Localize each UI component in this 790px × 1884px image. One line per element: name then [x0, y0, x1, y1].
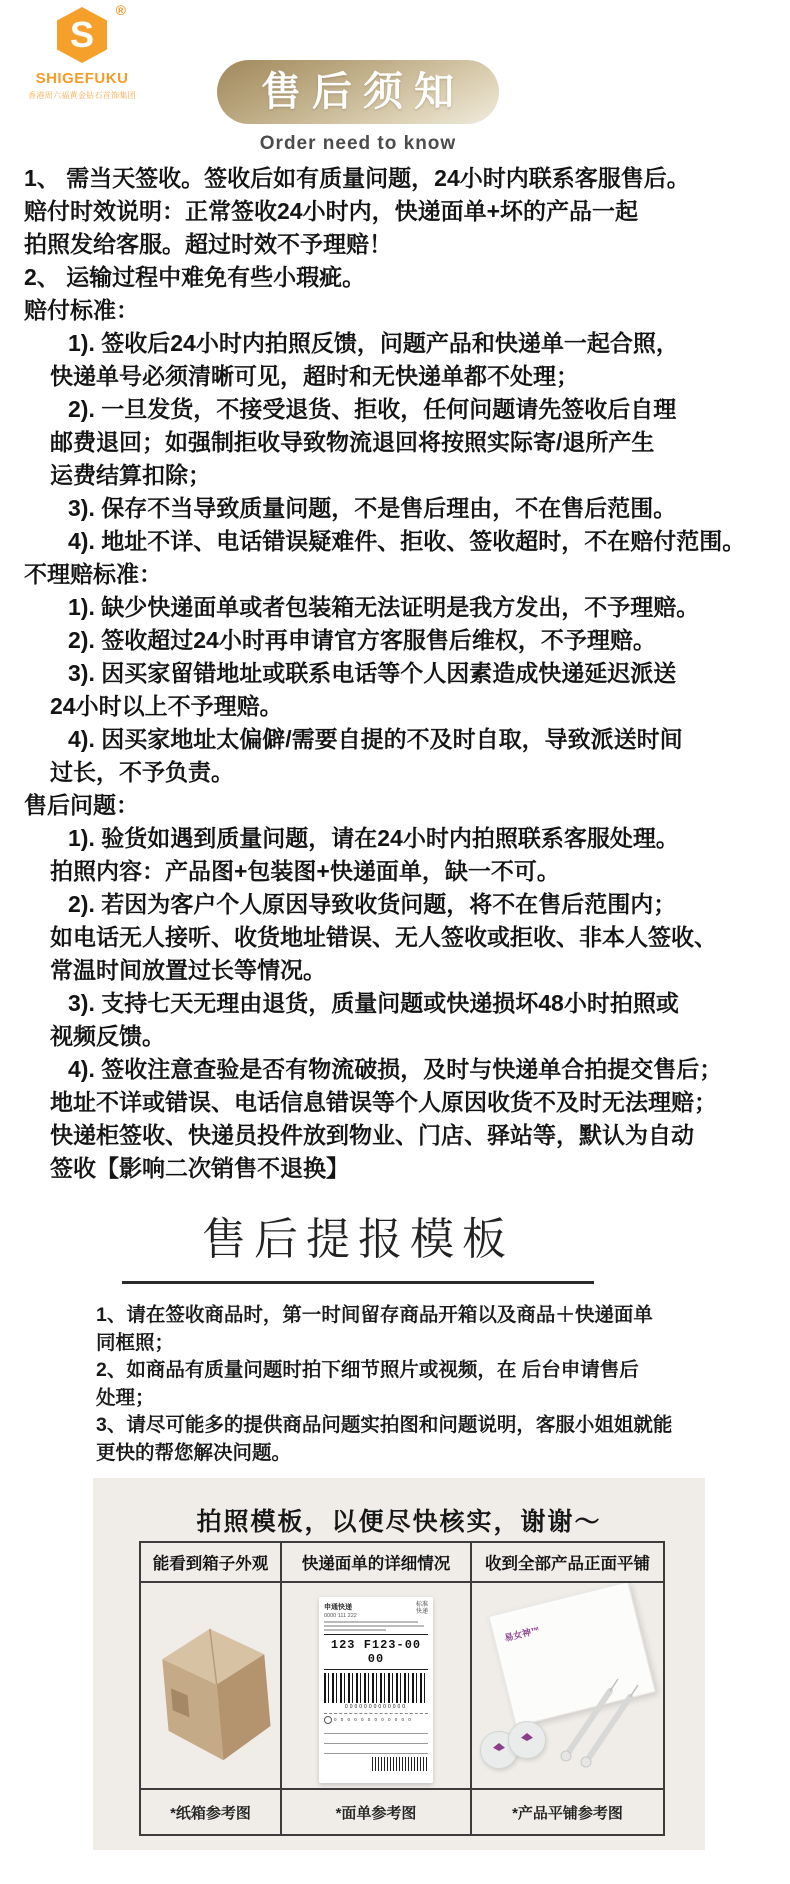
label-header	[324, 1602, 428, 1619]
template-line: 处理；	[96, 1386, 155, 1409]
notice-line: 2). 若因为客户个人原因导致收货问题，将不在售后范围内；	[68, 891, 677, 917]
shipping-label-cell	[281, 1582, 471, 1789]
brand-tagline: 香港周六福黄金钻石首饰集团	[28, 91, 136, 100]
product-flatlay-cell	[471, 1582, 664, 1789]
photo-template-panel	[93, 1478, 705, 1850]
notice-line: 售后问题：	[24, 792, 139, 818]
template-line: 同框照；	[96, 1331, 175, 1354]
product-flatlay-image	[472, 1583, 663, 1788]
notice-line: 快递单号必须清晰可见，超时和无快递单都不处理；	[50, 363, 579, 389]
template-line: 3、请尽可能多的提供商品问题实拍图和问题说明，客服小姐姐就能	[96, 1414, 673, 1436]
form-line	[324, 1744, 428, 1754]
notice-line: 签收【影响二次销售不退换】	[50, 1155, 349, 1181]
notice-line: 4). 签收注意查验是否有物流破损，及时与快递单合拍提交售后；	[68, 1056, 723, 1082]
notice-line: 地址不详或错误、电话信息错误等个人原因收货不及时无法理赔；	[50, 1089, 717, 1115]
notice-line: 3). 支持七天无理由退货，质量问题或快递损坏48小时拍照或	[68, 990, 679, 1016]
caption-flatlay: *产品平铺参考图	[471, 1789, 664, 1835]
notice-line: 邮费退回；如强制拒收导致物流退回将按照实际寄/退所产生	[50, 429, 655, 455]
notice-line: 如电话无人接听、收货地址错误、无人签收或拒收、非本人签收、	[50, 924, 717, 950]
photo-template-table	[139, 1541, 665, 1836]
form-line	[324, 1734, 428, 1744]
shipping-label-image	[319, 1597, 433, 1783]
hexagon-s-icon	[54, 6, 110, 64]
secondary-barcode-image	[372, 1757, 428, 1771]
page-title: 售后须知	[217, 60, 499, 124]
column-header-flatlay: 收到全部产品正面平铺	[471, 1542, 664, 1582]
product-pod	[508, 1721, 546, 1759]
notice-line: 赔付时效说明：正常签收24小时内，快递面单+坏的产品一起	[24, 198, 639, 224]
cardboard-box-cell	[140, 1582, 281, 1789]
form-line	[324, 1724, 428, 1734]
template-line: 更快的帮您解决问题。	[96, 1441, 292, 1464]
notice-line: 3). 因买家留错地址或联系电话等个人因素造成快递延迟派送	[68, 660, 677, 686]
template-section-title: 售后提报模板	[202, 1215, 514, 1264]
notice-line: 快递柜签收、快递员投件放到物业、门店、驿站等，默认为自动	[50, 1122, 694, 1148]
notice-line: 视频反馈。	[50, 1023, 165, 1049]
page-subtitle: Order need to know	[259, 133, 457, 154]
notice-line: 1、 需当天签收。签收后如有质量问题，24小时内联系客服售后。	[24, 165, 690, 191]
notice-line: 过长，不予负责。	[50, 759, 234, 785]
notice-line: 2). 一旦发货，不接受退货、拒收，任何问题请先签收后自理	[68, 396, 677, 422]
notice-line: 2、 运输过程中难免有些小瑕疵。	[24, 264, 366, 290]
column-header-label: 快递面单的详细情况	[281, 1542, 471, 1582]
barcode-image	[324, 1673, 428, 1703]
pod-logo-icon	[493, 1743, 505, 1751]
service-type-line2: 快递	[415, 1608, 428, 1615]
template-section-head	[0, 1203, 716, 1284]
notice-line: 4). 因买家地址太偏僻/需要自提的不及时自取，导致派送时间	[68, 726, 683, 752]
address-line	[324, 1621, 418, 1623]
brand-hexagon-s-icon	[54, 2, 126, 64]
caption-box: *纸箱参考图	[140, 1789, 281, 1835]
notice-line: 常温时间放置过长等情况。	[50, 957, 326, 983]
address-line	[324, 1625, 424, 1627]
table-header-row	[140, 1542, 664, 1582]
registered-trademark-icon: ®	[115, 2, 126, 18]
cardboard-box-image	[145, 1593, 277, 1773]
notice-text-block	[24, 162, 774, 1185]
tiny-digits: 0 0 0 0 0 0 0 0 0 0 0 0	[334, 1717, 413, 1722]
phone-icon	[324, 1716, 332, 1724]
pod-logo-icon	[521, 1733, 533, 1741]
template-line: 2、如商品有质量问题时拍下细节照片或视频，在 后台申请售后	[96, 1359, 639, 1381]
sorting-code: 123 F123-00 00	[324, 1634, 428, 1670]
notice-line: 不理赔标准：	[24, 561, 162, 587]
table-image-row	[140, 1582, 664, 1789]
barcode-digits: 0000000000000	[344, 1703, 408, 1710]
product-brand-logo: 易女神™	[503, 1624, 541, 1644]
notice-line: 3). 保存不当导致质量问题，不是售后理由，不在售后范围。	[68, 495, 677, 521]
notice-line: 赔付标准：	[24, 297, 139, 323]
notice-line: 1). 验货如遇到质量问题，请在24小时内拍照联系客服处理。	[68, 825, 679, 851]
heading-underline	[122, 1281, 594, 1284]
column-header-box: 能看到箱子外观	[140, 1542, 281, 1582]
template-line: 1、请在签收商品时，第一时间留存商品开箱以及商品＋快递面单	[96, 1304, 653, 1326]
notice-line: 1). 缺少快递面单或者包装箱无法证明是我方发出，不予理赔。	[68, 594, 700, 620]
photo-template-title: 拍照模板，以便尽快核实，谢谢～	[196, 1508, 602, 1536]
notice-line: 24小时以上不予理赔。	[50, 693, 283, 719]
template-instructions	[96, 1302, 706, 1467]
service-type-line1: 标准	[415, 1601, 428, 1608]
notice-line: 运费结算扣除；	[50, 462, 211, 488]
address-line	[324, 1629, 386, 1631]
notice-line: 拍照发给客服。超过时效不予理赔！	[24, 231, 392, 257]
brand-name: SHIGEFUKU	[35, 70, 129, 87]
courier-name: 申通快递	[324, 1603, 352, 1611]
label-form-section	[324, 1713, 428, 1771]
table-caption-row	[140, 1789, 664, 1835]
notice-line: 1). 签收后24小时内拍照反馈，问题产品和快递单一起合照，	[68, 330, 679, 356]
notice-line: 拍照内容：产品图+包装图+快递面单，缺一不可。	[50, 858, 560, 884]
notice-line: 4). 地址不详、电话错误疑难件、拒收、签收超时，不在赔付范围。	[68, 528, 746, 554]
courier-phone: 0000 111 222	[324, 1612, 357, 1619]
logo-letter: S	[69, 14, 95, 55]
title-banner-wrap	[0, 60, 716, 155]
caption-label: *面单参考图	[281, 1789, 471, 1835]
notice-line: 2). 签收超过24小时再申请官方客服售后维权，不予理赔。	[68, 627, 656, 653]
